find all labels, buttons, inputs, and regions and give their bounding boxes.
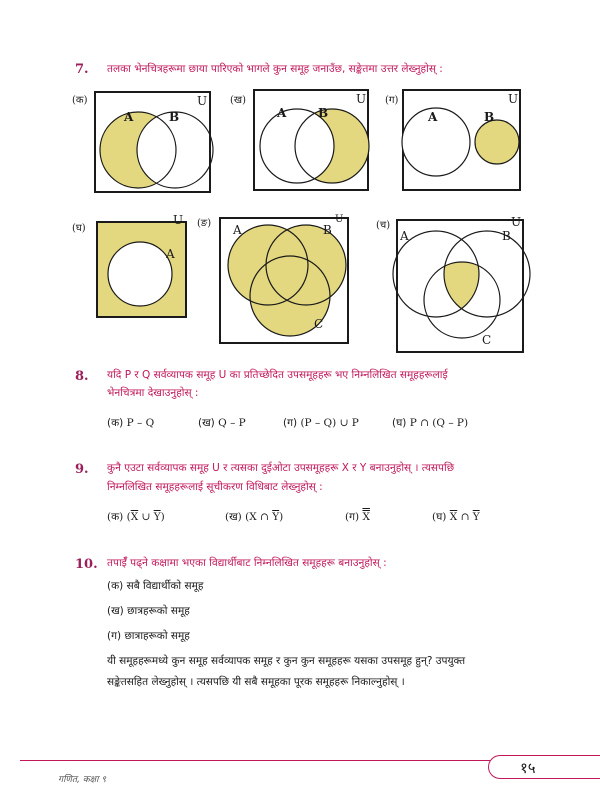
venn-kha	[230, 90, 369, 190]
q10-para-line1: यी समूहहरूमध्ये कुन समूह सर्वव्यापक समूह र कुन कुन समूहहरू यसका उपसमूह हुन्? उपयुक्त	[107, 655, 466, 667]
q8-option-ka: (क) P – Q	[107, 417, 155, 429]
page-number: १५	[520, 759, 536, 777]
q10-item-ga: (ग) छात्राहरूको समूह	[107, 630, 190, 642]
q8-option-kha: (ख) Q – P	[198, 417, 246, 429]
q10-item-kha: (ख) छात्रहरूको समूह	[107, 605, 190, 617]
svg-text:(ग): (ग)	[385, 95, 399, 106]
svg-text:A: A	[233, 223, 242, 237]
q10-para-line2: सङ्केतसहित लेख्नुहोस् । त्यसपछि यी सबै समूहका पूरक समूहहरू निकाल्नुहोस् ।	[107, 676, 405, 688]
venn-nga	[197, 214, 348, 343]
venn-ka	[72, 92, 213, 192]
svg-text:(ख): (ख)	[230, 95, 246, 106]
footer-book-title: गणित, कक्षा ९	[58, 775, 106, 785]
svg-text:(ङ): (ङ)	[197, 218, 212, 229]
svg-text:B: B	[318, 106, 329, 120]
q9-number: 9.	[75, 462, 89, 477]
q9-text-line2: निम्नलिखित समूहहरूलाई सूचीकरण विधिबाट लेख्नुहोस् :	[107, 481, 323, 493]
page-number-tab	[488, 755, 600, 779]
svg-text:U: U	[173, 213, 184, 227]
svg-text:U: U	[335, 214, 344, 225]
q8-number: 8.	[75, 369, 89, 384]
svg-text:A: A	[400, 229, 409, 243]
svg-text:(च): (च)	[376, 220, 391, 231]
svg-text:B: B	[169, 110, 180, 124]
venn-ga	[385, 90, 520, 190]
svg-text:U: U	[356, 92, 367, 106]
q9-option-gha: (घ) $\overline{X}$ ∩ $\overline{Y}$	[432, 511, 480, 523]
svg-text:B: B	[502, 229, 511, 243]
svg-text:U: U	[511, 215, 522, 229]
svg-text:U: U	[508, 92, 519, 106]
q10-item-ka: (क) सबै विद्यार्थीको समूह	[107, 580, 204, 592]
q8-option-ga: (ग) (P – Q) ∪ P	[283, 417, 359, 429]
svg-text:A: A	[166, 247, 175, 261]
venn-diagrams	[0, 0, 600, 360]
footer-rule	[20, 760, 490, 761]
q9-option-ka: (क) ($\overline{X}$ ∪ $\overline{Y}$)	[107, 511, 165, 523]
q8-text-line1: यदि P र Q सर्वव्यापक समूह U का प्रतिच्छेदित उपसमूहहरू भए निम्नलिखित समूहहरूलाई	[107, 369, 448, 381]
q7-text: तलका भेनचित्रहरूमा छाया पारिएको भागले कुन समूह जनाउँछ, सङ्केतमा उत्तर लेख्नुहोस् :	[107, 63, 443, 75]
q7-number: 7.	[75, 62, 89, 77]
q9-text-line1: कुनै एउटा सर्वव्यापक समूह U र त्यसका दुईओटा उपसमूहहरू X र Y बनाउनुहोस् । त्यसपछि	[107, 462, 455, 474]
q8-option-gha: (घ) P ∩ (Q – P)	[392, 417, 469, 429]
venn-cha	[376, 215, 530, 352]
svg-text:A: A	[124, 110, 134, 124]
svg-text:C: C	[482, 333, 492, 347]
q9-option-kha: (ख) (X ∩ $\overline{Y}$)	[225, 511, 284, 523]
q9-option-ga: (ग) X	[345, 511, 370, 523]
svg-text:C: C	[314, 317, 324, 331]
svg-text:B: B	[323, 223, 332, 237]
svg-text:U: U	[197, 94, 208, 108]
svg-text:B: B	[484, 110, 495, 124]
svg-text:A: A	[277, 106, 287, 120]
q8-text-line2: भेनचित्रमा देखाउनुहोस् :	[107, 387, 199, 399]
svg-text:(क): (क)	[72, 95, 88, 106]
q10-number: 10.	[75, 557, 98, 572]
q10-text: तपाईँ पढ्ने कक्षामा भएका विद्यार्थीबाट निम्नलिखित समूहहरू बनाउनुहोस् :	[107, 557, 387, 569]
venn-gha	[72, 213, 186, 317]
svg-text:A: A	[428, 110, 438, 124]
svg-text:(घ): (घ)	[72, 223, 86, 234]
